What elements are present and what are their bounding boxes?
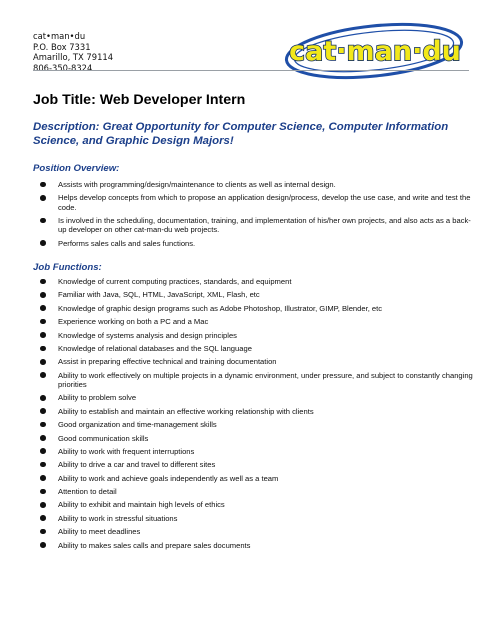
list-item-text: Ability to work with frequent interruptions — [58, 446, 195, 456]
job-title: Job Title: Web Developer Intern — [33, 92, 246, 108]
list-item — [33, 371, 473, 389]
bullet-icon — [40, 218, 46, 224]
list-item-text: Knowledge of relational databases and the SQL language — [58, 343, 252, 353]
list-item — [33, 290, 473, 299]
bullet-icon — [40, 475, 46, 481]
bullet-icon — [40, 529, 46, 535]
company-address — [33, 31, 113, 73]
bullet-icon — [40, 319, 46, 325]
bullet-icon — [40, 422, 46, 428]
bullet-icon — [40, 372, 46, 378]
list-item-text: Attention to detail — [58, 487, 117, 497]
list-item — [33, 216, 473, 234]
bullet-icon — [40, 359, 46, 365]
bullet-icon — [40, 515, 46, 521]
list-item-text: Knowledge of graphic design programs such as Adobe Photoshop, Illustrator, GIMP, Blender, etc — [58, 303, 383, 313]
list-item-text: Ability to work effectively on multiple projects in a dynamic environment, under pressure, and subject to constantly changing priorities — [58, 370, 473, 389]
list-item — [33, 514, 473, 523]
job-functions-heading: Job Functions: — [33, 262, 102, 273]
bullet-icon — [40, 489, 46, 495]
list-item-text: Good organization and time-management skills — [58, 420, 217, 430]
list-item — [33, 487, 473, 496]
list-item-text: Ability to problem solve — [58, 393, 137, 403]
address-line-company: cat•man•du — [33, 31, 86, 41]
bullet-icon — [40, 435, 46, 441]
job-functions-list — [33, 277, 473, 554]
list-item — [33, 239, 473, 248]
bullet-icon — [40, 195, 46, 201]
bullet-icon — [40, 305, 46, 311]
bullet-icon — [40, 346, 46, 352]
bullet-icon — [40, 182, 46, 188]
list-item — [33, 460, 473, 469]
list-item — [33, 393, 473, 402]
list-item — [33, 331, 473, 340]
address-line-po-box: P.O. Box 7331 — [33, 41, 91, 52]
list-item-text: Assists with programming/design/maintenance to clients as well as internal design. — [58, 180, 336, 189]
list-item — [33, 317, 473, 326]
bullet-icon — [40, 240, 46, 246]
company-logo — [283, 22, 466, 80]
list-item-text: Ability to exhibit and maintain high levels of ethics — [58, 500, 225, 510]
job-description: Description: Great Opportunity for Computer Science, Computer Information Science, and Graphic Design Majors! — [33, 121, 449, 147]
list-item-text: Good communication skills — [58, 433, 149, 443]
bullet-icon — [40, 462, 46, 468]
list-item — [33, 180, 473, 189]
logo-text: cat·man·du — [289, 36, 461, 67]
position-overview-heading: Position Overview: — [33, 163, 120, 174]
list-item — [33, 277, 473, 286]
list-item-text: Performs sales calls and sales functions. — [58, 238, 196, 248]
list-item-text: Helps develop concepts from which to propose an application design/process, develop the use case, and write and test the code. — [58, 193, 471, 212]
list-item — [33, 407, 473, 416]
list-item-text: Knowledge of current computing practices, standards, and equipment — [58, 277, 292, 286]
bullet-icon — [40, 395, 46, 401]
header-divider — [33, 70, 469, 71]
bullet-icon — [40, 502, 46, 508]
list-item — [33, 500, 473, 509]
list-item-text: Knowledge of systems analysis and design principles — [58, 330, 237, 340]
bullet-icon — [40, 408, 46, 414]
list-item-text: Experience working on both a PC and a Mac — [58, 317, 209, 327]
list-item-text: Ability to meet deadlines — [58, 527, 141, 537]
position-overview-list — [33, 180, 473, 252]
bullet-icon — [40, 292, 46, 298]
list-item — [33, 304, 473, 313]
list-item-text: Ability to drive a car and travel to different sites — [58, 460, 216, 470]
bullet-icon — [40, 542, 46, 548]
list-item-text: Ability to makes sales calls and prepare sales documents — [58, 540, 251, 550]
bullet-icon — [40, 332, 46, 338]
list-item — [33, 447, 473, 456]
list-item — [33, 344, 473, 353]
list-item-text: Ability to establish and maintain an effective working relationship with clients — [58, 406, 314, 416]
list-item — [33, 541, 473, 550]
list-item — [33, 527, 473, 536]
bullet-icon — [40, 448, 46, 454]
list-item — [33, 357, 473, 366]
list-item — [33, 474, 473, 483]
bullet-icon — [40, 279, 46, 285]
list-item-text: Ability to work and achieve goals independently as well as a team — [58, 473, 279, 483]
address-line-phone: 806-350-8324 — [33, 62, 93, 73]
list-item-text: Assist in preparing effective technical and training documentation — [58, 357, 277, 367]
list-item — [33, 193, 473, 211]
list-item-text: Is involved in the scheduling, documentation, training, and implementation of his/her own projects, and also acts as a back-up developer on other cat-man-du web projects. — [58, 215, 471, 235]
list-item — [33, 434, 473, 443]
list-item-text: Familiar with Java, SQL, HTML, JavaScript, XML, Flash, etc — [58, 290, 260, 300]
address-line-city: Amarillo, TX 79114 — [33, 52, 114, 63]
list-item — [33, 420, 473, 429]
list-item-text: Ability to work in stressful situations — [58, 513, 178, 523]
